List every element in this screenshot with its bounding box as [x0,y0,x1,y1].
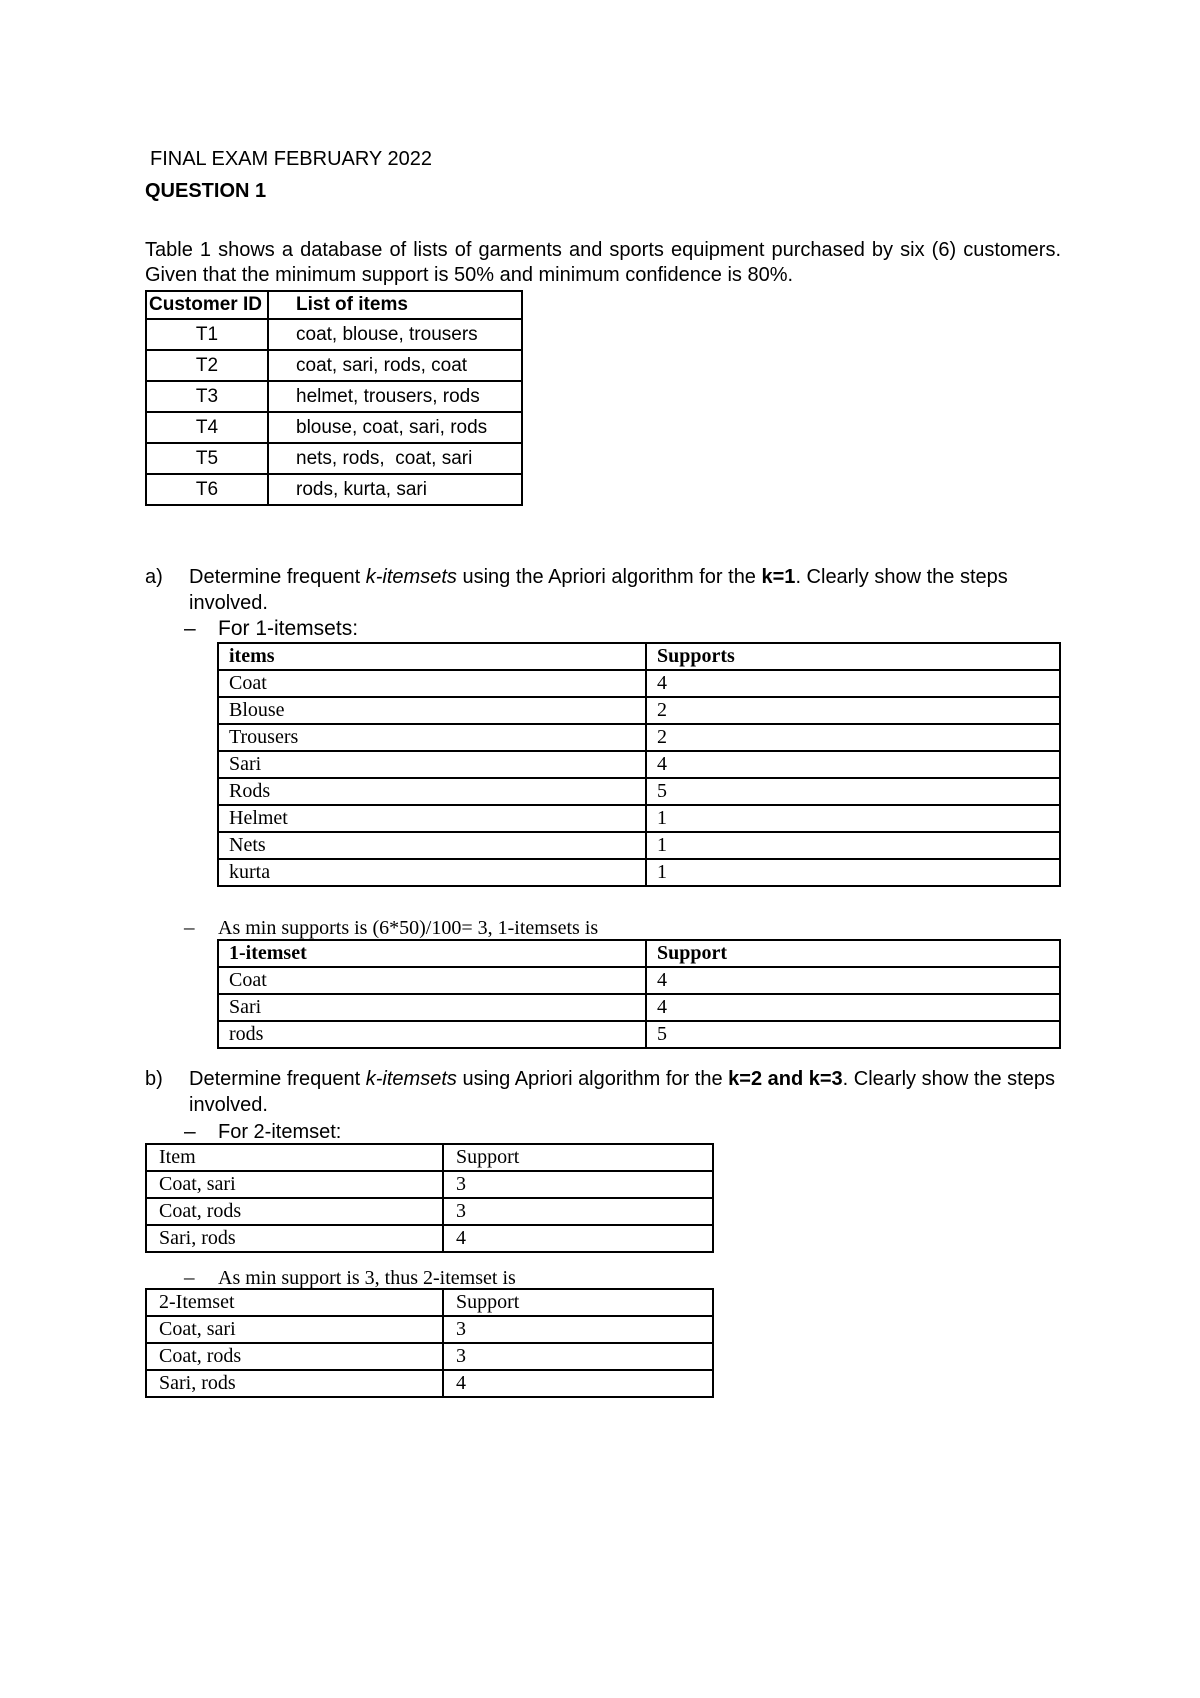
customer-id-cell: T1 [146,319,268,350]
header-support: Support [443,1144,713,1171]
table-row [146,1343,713,1370]
part-a-question [145,564,1065,616]
support-cell: 3 [443,1198,713,1225]
table-row [146,1316,713,1343]
support-cell: 1 [646,805,1060,832]
header-customer-id: Customer ID [146,291,268,319]
item-cell: Sari [218,994,646,1021]
table-row [218,994,1060,1021]
items-cell: blouse, coat, sari, rods [268,412,522,443]
customer-id-cell: T6 [146,474,268,505]
item-cell: Trousers [218,724,646,751]
table-row [146,319,522,350]
part-b-question [145,1066,1065,1118]
item-supports-table [217,642,1061,887]
question-intro: Table 1 shows a database of lists of garments and sports equipment purchased by six (6) customers. Given that the minimum support is 50% and minimum confidence is 80%. [145,239,1061,286]
items-cell: rods, kurta, sari [268,474,522,505]
support-cell: 1 [646,832,1060,859]
header-items: items [218,643,646,670]
part-b-label: b) [145,1068,163,1090]
item-cell: rods [218,1021,646,1048]
table-row [146,1198,713,1225]
part-a-text: Determine frequent k-itemsets using the Apriori algorithm for the k=1. Clearly show the steps involved. [189,566,1008,614]
question-heading: QUESTION 1 [145,180,267,202]
transactions-table [145,290,523,506]
header-list-of-items: List of items [268,291,522,319]
item-cell: Coat [218,670,646,697]
candidate-2-itemset-table [145,1143,714,1253]
table-row [218,967,1060,994]
customer-id-cell: T2 [146,350,268,381]
header-support: Support [443,1289,713,1316]
table-row [218,805,1060,832]
support-cell: 4 [646,670,1060,697]
part-b-text: Determine frequent k-itemsets using Apriori algorithm for the k=2 and k=3. Clearly show the steps involved. [189,1068,1055,1116]
item-cell: Coat [218,967,646,994]
support-cell: 4 [646,751,1060,778]
support-cell: 3 [443,1343,713,1370]
support-cell: 4 [443,1225,713,1252]
table-row [218,859,1060,886]
part-a-label: a) [145,566,163,588]
items-cell: coat, blouse, trousers [268,319,522,350]
customer-id-cell: T4 [146,412,268,443]
item-cell: Coat, rods [146,1343,443,1370]
table-row [146,412,522,443]
items-cell: nets, rods, coat, sari [268,443,522,474]
table-row [218,778,1060,805]
item-cell: Blouse [218,697,646,724]
dash-bullet: – [184,1120,196,1143]
part-a-bullet-1: – For 1-itemsets: [184,617,359,640]
table-header-row [218,643,1060,670]
table-row [146,474,522,505]
support-cell: 3 [443,1171,713,1198]
header-1-itemset: 1-itemset [218,940,646,967]
dash-bullet: – [184,617,196,640]
table-header-row [146,291,522,319]
table-row [146,1171,713,1198]
item-cell: Sari, rods [146,1370,443,1397]
support-cell: 2 [646,724,1060,751]
items-cell: helmet, trousers, rods [268,381,522,412]
part-a-bullet-2: – As min supports is (6*50)/100= 3, 1-itemsets is [184,915,599,939]
header-support: Support [646,940,1060,967]
customer-id-cell: T5 [146,443,268,474]
support-cell: 1 [646,859,1060,886]
support-cell: 4 [646,994,1060,1021]
item-cell: Sari [218,751,646,778]
part-b-bullet-1: – For 2-itemset: [184,1120,342,1143]
item-cell: Rods [218,778,646,805]
item-cell: Nets [218,832,646,859]
dash-bullet: – [184,915,195,939]
table-row [218,670,1060,697]
table-row [218,832,1060,859]
table-row [146,443,522,474]
support-cell: 4 [646,967,1060,994]
part-b-bullet-2: – As min support is 3, thus 2-itemset is [184,1265,516,1289]
table-header-row [146,1289,713,1316]
frequent-2-itemset-table [145,1288,714,1398]
table-row [146,350,522,381]
customer-id-cell: T3 [146,381,268,412]
table-row [146,1225,713,1252]
header-supports: Supports [646,643,1060,670]
support-cell: 2 [646,697,1060,724]
item-cell: Coat, rods [146,1198,443,1225]
item-cell: Coat, sari [146,1171,443,1198]
header-2-itemset: 2-Itemset [146,1289,443,1316]
item-cell: Helmet [218,805,646,832]
exam-title: FINAL EXAM FEBRUARY 2022 [150,148,432,170]
table-row [218,724,1060,751]
table-row [218,751,1060,778]
table-row [146,381,522,412]
item-cell: Coat, sari [146,1316,443,1343]
header-item: Item [146,1144,443,1171]
support-cell: 4 [443,1370,713,1397]
frequent-1-itemset-table [217,939,1061,1049]
support-cell: 5 [646,778,1060,805]
table-row [218,697,1060,724]
dash-bullet: – [184,1265,195,1289]
item-cell: Sari, rods [146,1225,443,1252]
support-cell: 3 [443,1316,713,1343]
table-row [218,1021,1060,1048]
table-header-row [218,940,1060,967]
table-row [146,1370,713,1397]
item-cell: kurta [218,859,646,886]
table-header-row [146,1144,713,1171]
support-cell: 5 [646,1021,1060,1048]
items-cell: coat, sari, rods, coat [268,350,522,381]
